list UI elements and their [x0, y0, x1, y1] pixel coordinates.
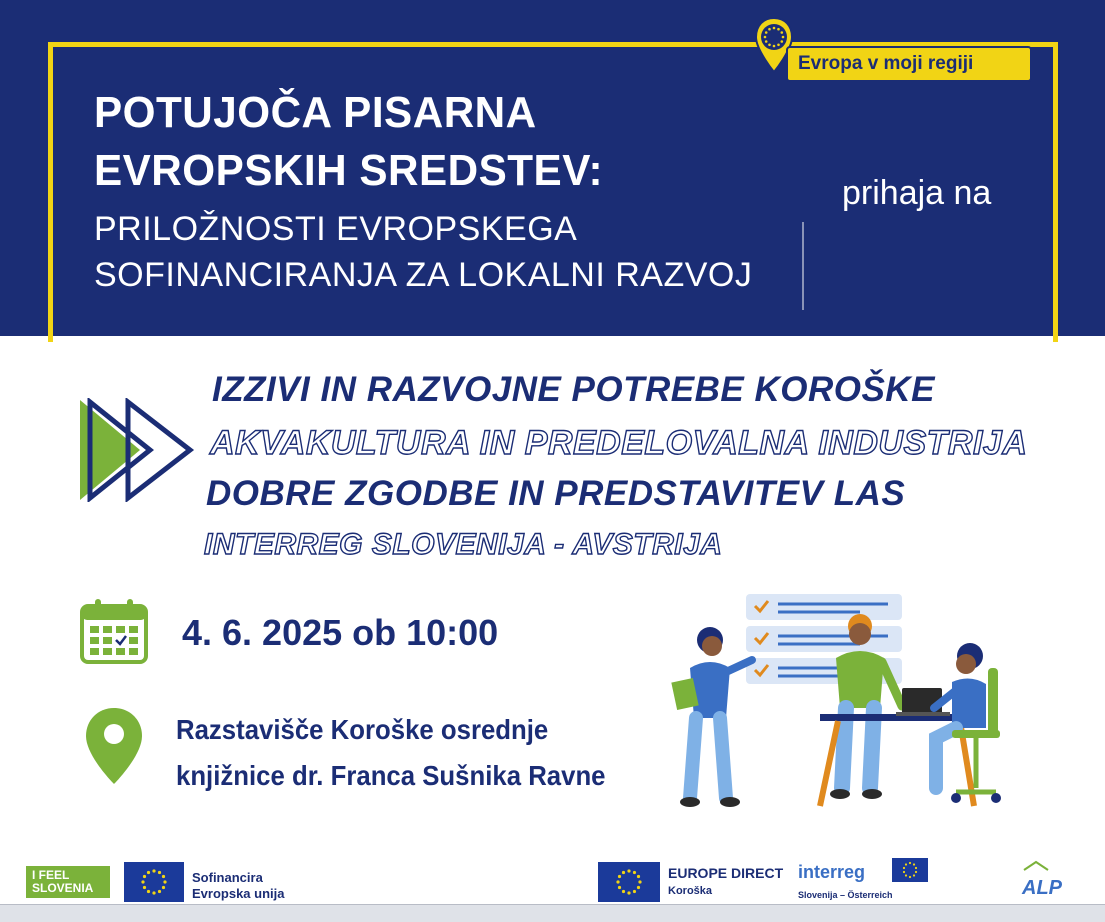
europe-direct-region: Koroška [668, 885, 713, 897]
header-divider [802, 222, 804, 310]
topic-2: AKVAKULTURA IN PREDELOVALNA INDUSTRIJA [210, 424, 1028, 462]
topic-1: IZZIVI IN RAZVOJNE POTREBE KOROŠKE [212, 370, 935, 409]
title-line-1: POTUJOČA PISARNA [94, 88, 537, 137]
interreg-subtitle: Slovenija – Österreich [798, 890, 893, 900]
play-arrows-icon [78, 398, 196, 502]
topic-4: INTERREG SLOVENIJA - AVSTRIJA [204, 528, 723, 561]
event-datetime: 4. 6. 2025 ob 10:00 [182, 612, 499, 653]
topic-3: DOBRE ZGODBE IN PREDSTAVITEV LAS [206, 474, 906, 513]
subtitle-line-2: SOFINANCIRANJA ZA LOKALNI RAZVOJ [94, 256, 753, 294]
cofinanced-line-1: Sofinancira [192, 870, 263, 885]
side-text: prihaja na [842, 174, 992, 212]
interreg-logo: interreg [798, 862, 866, 882]
subtitle-line-1: PRILOŽNOSTI EVROPSKEGA [94, 210, 578, 248]
cofinanced-line-2: Evropska unija [192, 886, 285, 901]
svg-text:ALP: ALP [1022, 877, 1062, 899]
location-line-2: knjižnice dr. Franca Sušnika Ravne [176, 760, 606, 791]
eu-flag-icon [124, 862, 184, 902]
ifeel-line-2: SLOVENIA [32, 881, 94, 895]
europe-direct-label: EUROPE DIRECT [668, 865, 784, 881]
interreg-eu-flag-icon [892, 858, 928, 882]
location-line-1: Razstavišče Koroške osrednje [176, 714, 549, 745]
bottom-bar [0, 904, 1105, 922]
region-badge: Evropa v moji regiji [786, 46, 1032, 82]
europe-direct-flag-icon [598, 862, 660, 902]
i-feel-slovenia-logo [26, 866, 110, 898]
ifeel-line-1: I FEEL [32, 868, 70, 882]
alp-logo-icon [1018, 858, 1068, 906]
calendar-icon [80, 598, 148, 664]
team-illustration [660, 588, 1020, 818]
title-line-2: EVROPSKIH SREDSTEV: [94, 146, 604, 195]
location-pin-icon [84, 706, 144, 786]
